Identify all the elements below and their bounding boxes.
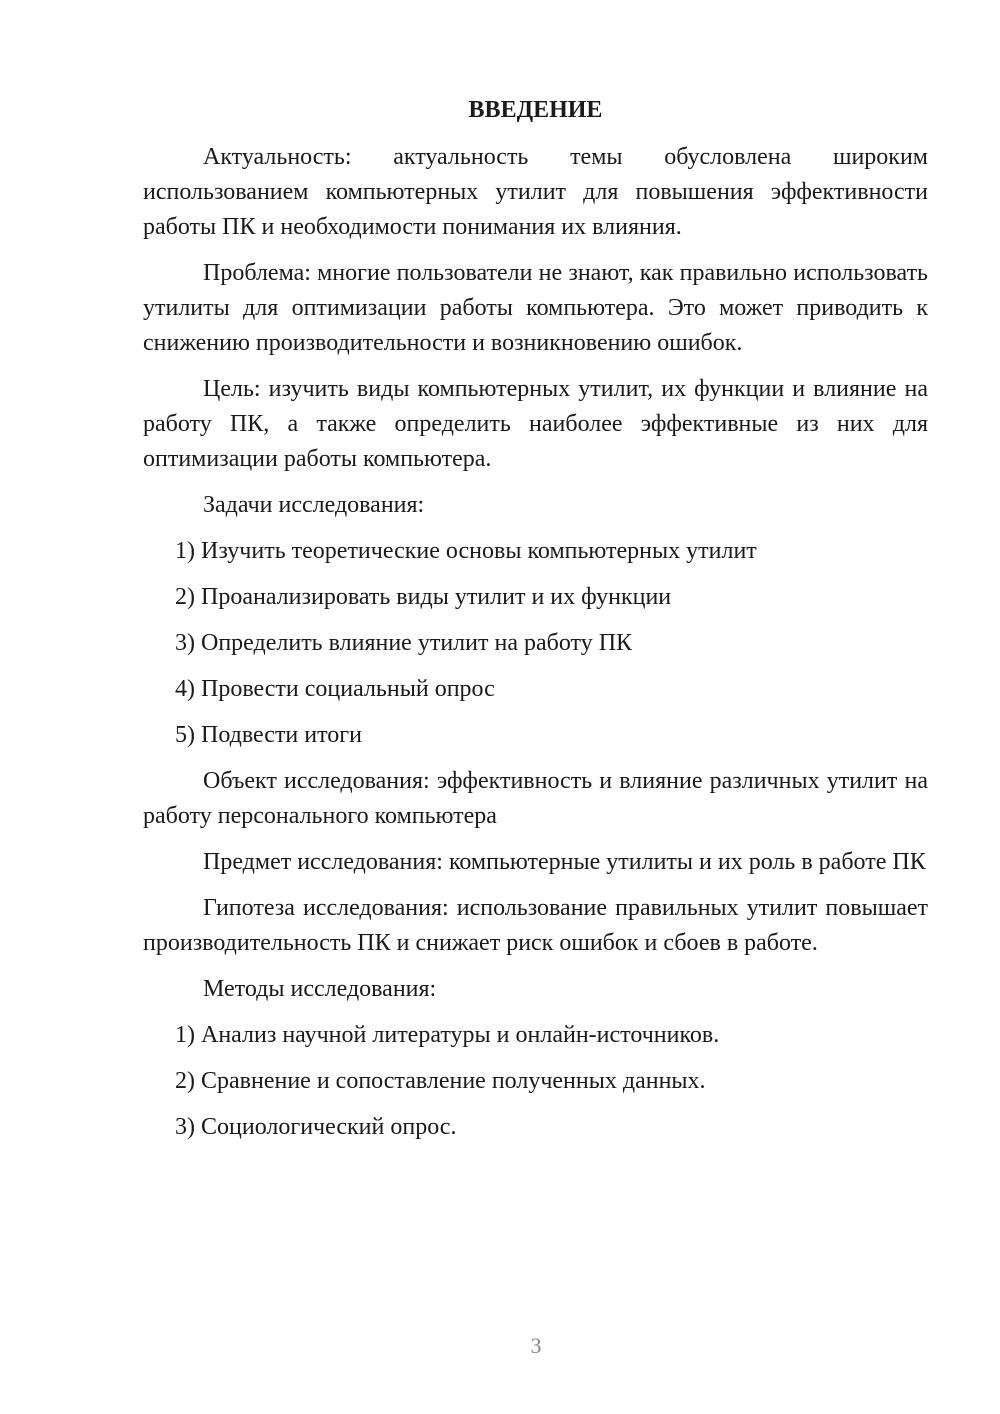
methods-heading: Методы исследования: (203, 976, 437, 1002)
relevance-paragraph: Актуальность: актуальность темы обусловлена широким использованием компьютерных утилит для повышения эффективности работы ПК и необходимости понимания их влияния. (143, 144, 928, 240)
hypothesis-paragraph: Гипотеза исследования: использование правильных утилит повышает производительность ПК и снижает риск ошибок и сбоев в работе. (143, 895, 928, 956)
task-item: 4) Провести социальный опрос (175, 676, 495, 702)
object-paragraph: Объект исследования: эффективность и влияние различных утилит на работу персонального компьютера (143, 768, 928, 829)
method-item: 3) Социологический опрос. (175, 1114, 457, 1140)
document-body (143, 92, 928, 1156)
goal-paragraph: Цель: изучить виды компьютерных утилит, их функции и влияние на работу ПК, а также определить наиболее эффективные из них для оптимизации работы компьютера. (143, 376, 928, 472)
page-number: 3 (530, 1333, 542, 1358)
task-item: 3) Определить влияние утилит на работу ПК (175, 630, 633, 656)
task-item: 1) Изучить теоретические основы компьютерных утилит (175, 538, 757, 564)
task-item: 5) Подвести итоги (175, 722, 362, 748)
subject-paragraph: Предмет исследования: компьютерные утилиты и их роль в работе ПК (203, 849, 926, 875)
problem-paragraph: Проблема: многие пользователи не знают, как правильно использовать утилиты для оптимизации работы компьютера. Это может приводить к снижению производительности и возникновению ошибок. (143, 260, 928, 356)
tasks-heading: Задачи исследования: (203, 492, 425, 518)
task-item: 2) Проанализировать виды утилит и их функции (175, 584, 672, 610)
method-item: 1) Анализ научной литературы и онлайн-источников. (175, 1022, 720, 1048)
method-item: 2) Сравнение и сопоставление полученных данных. (175, 1068, 706, 1094)
page-title: ВВЕДЕНИЕ (468, 97, 603, 123)
